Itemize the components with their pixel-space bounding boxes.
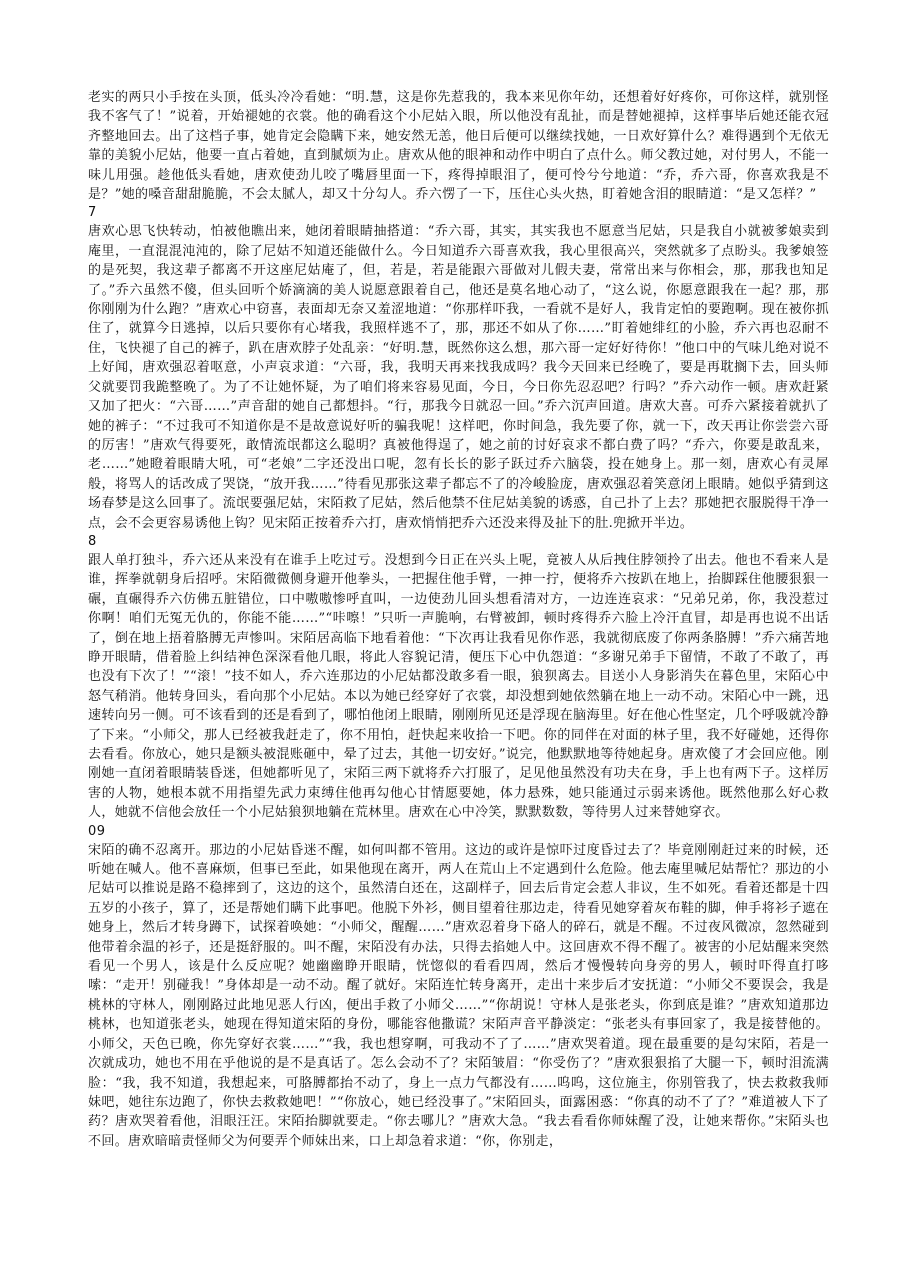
body-paragraph-4: 宋陌的确不忍离开。那边的小尼姑昏迷不醒，如何叫都不管用。这边的或许是惊吓过度昏过去了？毕竟刚刚赶过来的时候，还听她在喊人。他不喜麻烦，但事已至此，如果他现在离开，两人在荒山上不定遇到什么危险。他去庵里喊尼姑帮忙？那边的小尼姑可以推说是路不稳摔到了，这边的这个，虽然清白还在，这副样子，回去后肯定会惹人非议，生不如死。看着还都是十四五岁的小孩子，算了，还是帮她们瞒下此事吧。他脱下外衫，侧目望着往那边走，待看见她穿着灰布鞋的脚，伸手将衫子遮在她身上，然后才转身蹲下，试探着唤她：“小师父，醒醒……”唐欢忍着身下硌人的碎石，就是不醒。不过夜风微凉，忽然碰到他带着余温的衫子，还是挺舒服的。叫不醒，宋陌没有办法，只得去掐她人中。这回唐欢不得不醒了。被害的小尼姑醒来突然看见一个男人，该是什么反应呢？她幽幽睁开眼睛，恍惚似的看看四周，然后才慢慢转向身旁的男人，顿时吓得直打哆嗦：“走开！别碰我！”身体却是一动不动。醒了就好。宋陌连忙转身离开，走出十来步后才安抚道：“小师父不要误会，我是桃林的守林人，刚刚路过此地见恶人行凶，便出手救了小师父……”“你胡说！守林人是张老头，你到底是谁？”唐欢知道那边桃林，也知道张老头，她现在得知道宋陌的身份，哪能容他撒谎？宋陌声音平静淡定：“张老头有事回家了，我是接替他的。小师父，天色已晚，你先穿好衣裳……”“我，我也想穿啊，可我动不了了……”唐欢哭着道。现在最重要的是勾宋陌，若是一次就成功，她也不用在乎他说的是不是真话了。怎么会动不了？宋陌皱眉：“你受伤了？”唐欢狠狠掐了大腿一下，顿时泪流满脸：“我，我不知道，我想起来，可胳膊都抬不动了，身上一点力气都没有……呜呜，这位施主，你别管我了，快去救救我师妹吧，她往东边跑了，你快去救救她吧！”“你放心，她已经没事了。”宋陌回头，面露困惑：“你真的动不了了？”难道被人下了药？唐欢哭着看他，泪眼汪汪。宋陌抬脚就要走。“你去哪儿？”唐欢大急。“我去看看你师妹醒了没，让她来帮你。”宋陌头也不回。唐欢暗暗责怪师父为何要弄个师妹出来，口上却急着求道：“你，你别走，	[88, 842, 829, 1149]
section-number-8: 8	[88, 533, 97, 549]
section-number-7: 7	[88, 205, 97, 221]
body-paragraph-2: 唐欢心思飞快转动，怕被他瞧出来，她闭着眼睛抽搭道：“乔六哥，其实，其实我也不愿意当尼姑，只是我自小就被爹娘卖到庵里，一直混混沌沌的，除了尼姑不知道还能做什么。今日知道乔六哥喜欢我，我心里很高兴，突然就多了点盼头。我爹娘签的是死契，我这辈子都离不开这座尼姑庵了，但，若是，若是能跟六哥做对儿假夫妻，常常出来与你相会，那，那我也知足了。”乔六虽然不傻，但头回听个娇滴滴的美人说愿意跟着自己，他还是莫名地心动了，“这么说，你愿意跟我在一起？那，那你刚刚为什么跑？”唐欢心中窃喜，表面却无奈又羞涩地道：“你那样吓我，一看就不是好人，我肯定怕的要跑啊。现在被你抓住了，就算今日逃掉，以后只要你有心堵我，我照样逃不了，那，那还不如从了你……”盯着她绯红的小脸，乔六再也忍耐不住，飞快褪了自己的裤子，趴在唐欢脖子处乱亲：“好明.慧，既然你这么想，那六哥一定好好待你！”他口中的气味儿绝对说不上好闻，唐欢强忍着呕意，小声哀求道：“六哥，我，我明天再来找我成吗？我今天回来已经晚了，要是再耽搁下去，回头师父就要罚我跪整晚了。为了不让她怀疑，为了咱们将来容易见面，今日，今日你先忍忍吧？行吗？”乔六动作一顿。唐欢赶紧又加了把火：“六哥……”声音甜的她自己都想抖。“行，那我今日就忍一回。”乔六沉声回道。唐欢大喜。可乔六紧接着就扒了她的裤子：“不过我可不知道你是不是故意说好听的骗我呢！这样吧，你时间急，我先要了你，就一下，改天再让你尝尝六哥的厉害！”唐欢气得要死，敢情流氓都这么聪明？真被他得逞了，她之前的讨好哀求不都白费了吗？“乔六，你要是敢乱来，老……”她瞪着眼睛大吼，可“老娘”二字还没出口呢，忽有长长的影子跃过乔六脑袋，投在她身上。那一刻，唐欢心有灵犀般，将骂人的话改成了哭饶，“放开我……”待看见那张这辈子都忘不了的冷峻脸庞，唐欢强忍着笑意闭上眼睛。她似乎猜到这场春梦是这么回事了。流氓要强尼姑，宋陌救了尼姑，然后他禁不住尼姑美貌的诱惑，自己扑了上去？那她把衣服脱得干净一点，会不会更容易诱他上钩？见宋陌正按着乔六打，唐欢悄悄把乔六还没来得及扯下的肚.兜掀开半边。	[88, 224, 829, 531]
body-paragraph-1: 老实的两只小手按在头顶，低头冷冷看她：“明.慧，这是你先惹我的，我本来见你年幼，还想着好好疼你，可你这样，就别怪我不客气了！”说着，开始褪她的衣裳。他的确看这个小尼姑入眼，所以他没有乱扯，而是替她褪掉，这样事毕后她还能衣冠齐整地回去。出了这档子事，她肯定会隐瞒下来，她安然无恙，他日后便可以继续找她，一日欢好算什么？难得遇到个无依无靠的美貌小尼姑，他要一直占着她，直到腻烦为止。唐欢从他的眼神和动作中明白了点什么。师父教过她，对付男人，不能一味儿用强。趁他低头看她，唐欢使劲儿咬了嘴唇里面一下，疼得掉眼泪了，便可怜兮兮地道：“乔，乔六哥，你喜欢我是不是？”她的嗓音甜甜脆脆，不会太腻人，却又十分勾人。乔六愣了一下，压住心头火热，盯着她含泪的眼睛道：“是又怎样？”	[88, 90, 829, 203]
body-paragraph-3: 跟人单打独斗，乔六还从来没有在谁手上吃过亏。没想到今日正在兴头上呢，竟被人从后拽住脖领拎了出去。他也不看来人是谁，挥拳就朝身后招呼。宋陌微微侧身避开他拳头，一把握住他手臂，一抻一拧，便将乔六按趴在地上，抬脚踩住他腰狠狠一碾，直碾得乔六仿佛五脏错位，口中嗷嗷惨呼直叫，一边使劲儿回头想看清对方，一边连连哀求：“兄弟兄弟，你，我没惹过你啊！咱们无冤无仇的，你能不能……”“咔嚓！”只听一声脆响，右臂被卸，顿时疼得乔六脸上冷汗直冒，却是再也说不出话了，倒在地上捂着胳膊无声惨叫。宋陌居高临下地看着他：“下次再让我看见你作恶，我就彻底废了你两条胳膊！”乔六痛苦地睁开眼睛，借着脸上纠结神色深深看他几眼，将此人容貌记清，便压下心中仇怨道：“多谢兄弟手下留情，不敢了不敢了，再也没有下次了！”“滚！”技不如人，乔六连那边的小尼姑都没敢多看一眼，狼狈离去。目送小人身影消失在暮色里，宋陌心中怒气稍消。他转身回头，看向那个小尼姑。本以为她已经穿好了衣裳，却没想到她依然躺在地上一动不动。宋陌心中一跳，迅速转向另一侧。可不该看到的还是看到了，哪怕他闭上眼睛，刚刚所见还是浮现在脑海里。好在他心性坚定，几个呼吸就冷静了下来。“小师父，那人已经被我赶走了，你不用怕，赶快起来收拾一下吧。你的同伴在对面的林子里，我不好碰她，还得你去看看。你放心，她只是额头被混账砸中，晕了过去，其他一切安好。”说完，他默默地等待她起身。唐欢傻了才会回应他。刚刚她一直闭着眼睛装昏迷，但她都听见了，宋陌三两下就将乔六打服了，足见他虽然没有功夫在身，手上也有两下子。这样厉害的人物，她根本就不用指望先武力束缚住他再勾他心甘情愿要她，体力悬殊，她只能通过示弱来诱他。既然他那么好心救人，她就不信他会放任一个小尼姑狼狈地躺在荒林里。唐欢在心中冷笑，默默数数，等待男人过来替她穿衣。	[88, 552, 829, 821]
section-number-09: 09	[88, 823, 106, 839]
